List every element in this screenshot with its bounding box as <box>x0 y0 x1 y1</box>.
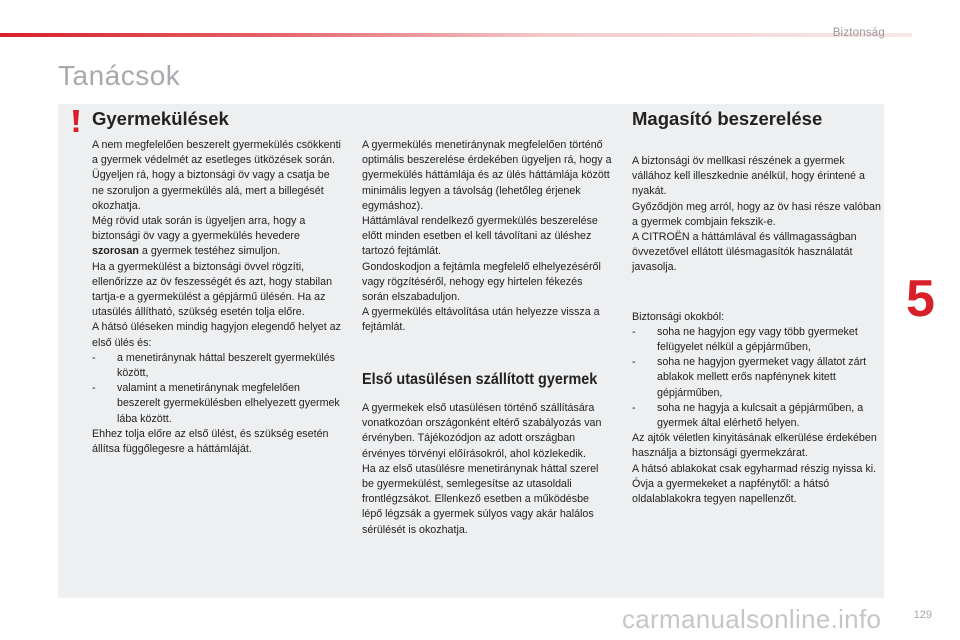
front-seat-column <box>362 401 612 538</box>
paragraph: Gondoskodjon a fejtámla megfelelő elhelyezéséről vagy rögzítéséről, nehogy egy hirtelen fékezés során elszabaduljon. <box>362 260 601 304</box>
paragraph: Ehhez tolja előre az első ülést, és szükség esetén állítsa függőlegesre a háttámláját. <box>92 427 329 456</box>
paragraph: A CITROËN a háttámlával és vállmagasságban övvezetővel ellátott ülésmagasítók használatát javasolja. <box>632 231 857 274</box>
watermark: carmanualsonline.info <box>622 604 882 634</box>
section-label: Biztonság <box>832 27 885 39</box>
list-item: - soha ne hagyjon gyermeket vagy állatot zárt ablakok mellett erős napfénynek kitett gépjárműben, <box>632 356 867 399</box>
paragraph: A gyermekülés eltávolítása után helyezze vissza a fejtámlát. <box>362 306 600 334</box>
paragraph: Ha a gyermekülést a biztonsági övvel rögzíti, ellenőrizze az öv feszességét és azt, hogy stabilan tartja-e a gyermekülést a gépjármű ülésén. Ha az utasülés állítható, szükség esetén tolja előre. <box>92 260 333 319</box>
paragraph: Háttámlával rendelkező gyermekülés beszerelése előtt minden esetben el kell távolítani az üléshez tartozó fejtámlát. <box>362 215 598 258</box>
emphasis-text: szorosan <box>92 245 139 258</box>
paragraph: A nem megfelelően beszerelt gyermekülés csökkenti a gyermek védelmét az esetleges ütközések során. <box>92 139 341 167</box>
paragraph: Még rövid utak során is ügyeljen arra, hogy a biztonsági öv vagy a gyermekülés hevedere szorosan a gyermek testéhez simuljon. <box>92 215 306 258</box>
paragraph: Győződjön meg arról, hogy az öv hasi része valóban a gyermek combjain fekszik-e. <box>632 200 881 228</box>
exclamation-icon <box>71 110 81 132</box>
list-item: - soha ne hagyjon egy vagy több gyermeket felügyelet nélkül a gépjárműben, <box>632 325 858 354</box>
paragraph: A biztonsági öv mellkasi részének a gyermek vállához kell illeszkednie anélkül, hogy érintené a nyakát. <box>632 155 865 198</box>
front-seat-heading: Első utasülésen szállított gyermek <box>362 371 598 388</box>
page-title: Tanácsok <box>58 60 181 91</box>
paragraph: A hátsó ablakokat csak egyharmad részig nyissa ki. <box>632 462 877 475</box>
paragraph: Az ajtók véletlen kinyitásának elkerülése érdekében használja a biztonsági gyermekzárat. <box>632 432 877 460</box>
chapter-number: 5 <box>906 270 935 328</box>
booster-column <box>632 154 882 507</box>
paragraph: Biztonsági okokból: <box>632 310 725 323</box>
page-number: 129 <box>913 609 932 621</box>
list-item: - valamint a menetiránynak megfelelően beszerelt gyermekülésben elhelyezett gyermek lába között. <box>92 382 340 425</box>
paragraph: Óvja a gyermekeket a napfénytől: a hátsó oldalablakokra tegyen napellenzőt. <box>632 477 830 506</box>
top-accent-bar <box>0 33 912 37</box>
paragraph: Ügyeljen rá, hogy a biztonsági öv vagy a csatja be ne szoruljon a gyermekülés alá, mert a billegését okozhatja. <box>92 169 330 212</box>
paragraph: A gyermekülés menetiránynak megfelelően történő optimális beszerelése érdekében ügyeljen rá, hogy a gyermekülés háttámlája és az ülés háttámlája között minimális legyen a távolság (lehetőleg érjenek egymáshoz). <box>362 139 612 212</box>
child-seats-column-2 <box>362 138 612 336</box>
child-seats-column-1 <box>92 138 344 457</box>
child-seats-heading: Gyermekülések <box>92 108 229 129</box>
paragraph: Ha az első utasülésre menetiránynak háttal szerel be gyermekülést, semlegesítse az utasoldali frontlégzsákot. Ellenkező esetben a működésbe lépő légzsák a gyermek súlyos vagy akár halálos sérülését is okozhatja. <box>362 462 599 536</box>
paragraph: A hátsó üléseken mindig hagyjon elegendő helyet az első ülés és: <box>92 321 341 349</box>
list-item: - a menetiránynak háttal beszerelt gyermekülés között, <box>92 351 336 380</box>
paragraph: A gyermekek első utasülésen történő szállítására vonatkozóan országonként eltérő szabályozás van érvényben. Tájékozódjon az adott országban érvényes törvényi előírásokról, ahol közlekedik. <box>362 402 602 460</box>
list-item: - soha ne hagyja a kulcsait a gépjárműben, a gyermek által elérhető helyen. <box>632 401 864 430</box>
booster-heading: Magasító beszerelése <box>632 108 823 129</box>
